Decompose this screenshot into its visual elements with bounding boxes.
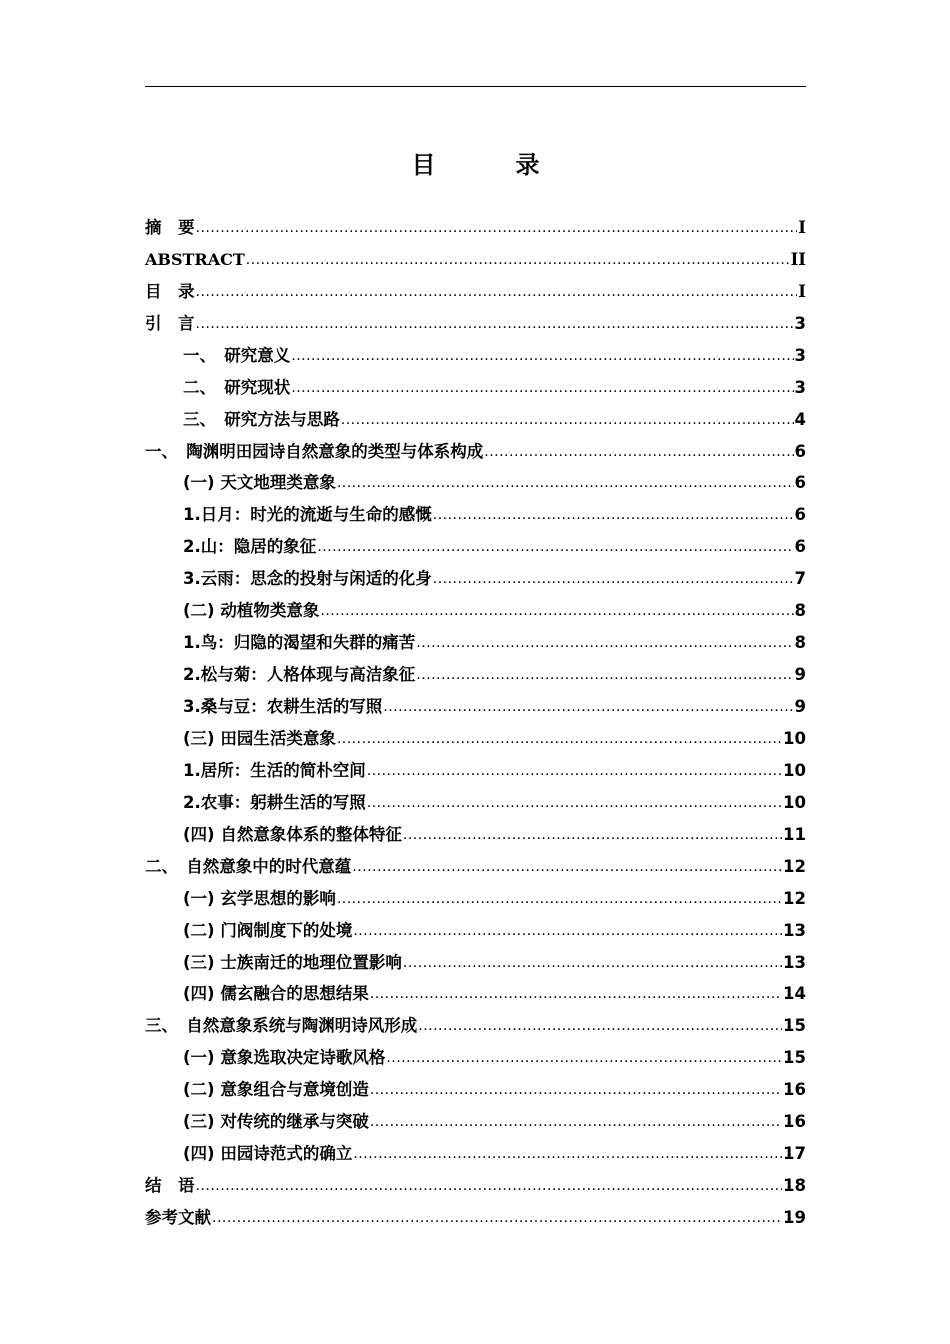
toc-entry-label: 1.日月：时光的流逝与生命的感慨 (183, 505, 432, 525)
toc-entry[interactable] (145, 525, 806, 557)
toc-entry[interactable] (145, 653, 806, 685)
toc-entry-page: 17 (783, 1144, 806, 1164)
toc-leader-dots (370, 1080, 782, 1100)
toc-entry[interactable] (145, 621, 806, 653)
toc-entry[interactable] (145, 493, 806, 525)
toc-entry-label: 3.云雨：思念的投射与闲适的化身 (183, 569, 432, 589)
toc-entry-label: 目 录 (145, 281, 195, 301)
toc-leader-dots (353, 1144, 782, 1164)
toc-leader-dots (386, 1048, 782, 1068)
table-of-contents (145, 206, 806, 1228)
toc-entry-page: II (790, 249, 806, 269)
toc-entry-label: 2.松与菊：人格体现与高洁象征 (183, 665, 416, 685)
toc-leader-dots (367, 761, 782, 781)
toc-entry-label: (三) 士族南迁的地理位置影响 (183, 952, 402, 972)
toc-entry[interactable] (145, 1164, 806, 1196)
toc-entry-label: 3.桑与豆：农耕生活的写照 (183, 697, 383, 716)
toc-entry-label: 2.山：隐居的象征 (183, 537, 317, 557)
toc-entry-label: 结 语 (145, 1176, 195, 1196)
toc-entry[interactable] (145, 909, 806, 941)
toc-entry[interactable] (145, 973, 806, 1005)
toc-entry-label: 二、 研究现状 (183, 377, 291, 397)
toc-entry-label: (二) 门阀制度下的处境 (183, 920, 353, 940)
toc-entry-page: 9 (794, 665, 806, 685)
toc-entry[interactable] (145, 717, 806, 749)
toc-entry-page: 12 (783, 856, 806, 876)
toc-entry-label: (二) 意象组合与意境创造 (183, 1080, 369, 1100)
toc-entry[interactable] (145, 589, 806, 621)
toc-entry-label: 引 言 (145, 313, 195, 333)
toc-leader-dots (337, 473, 794, 493)
toc-leader-dots (370, 984, 782, 1004)
toc-leader-dots (212, 1208, 782, 1228)
toc-entry-label: 摘 要 (145, 217, 195, 237)
toc-entry[interactable] (145, 781, 806, 813)
toc-entry-page: 15 (783, 1048, 806, 1068)
toc-entry-page: 10 (783, 760, 806, 780)
toc-entry-page: 6 (794, 473, 806, 493)
toc-entry-label: (三) 田园生活类意象 (183, 728, 336, 748)
toc-entry[interactable] (145, 941, 806, 973)
toc-leader-dots (320, 601, 793, 621)
toc-entry-page: 16 (783, 1080, 806, 1100)
toc-leader-dots (352, 857, 782, 877)
toc-entry[interactable] (145, 206, 806, 238)
toc-entry-label: 一、 研究意义 (183, 345, 291, 365)
toc-leader-dots (367, 793, 782, 813)
toc-entry[interactable] (145, 557, 806, 589)
toc-entry-label: (四) 田园诗范式的确立 (183, 1144, 353, 1164)
toc-entry[interactable] (145, 366, 806, 398)
toc-entry-page: 19 (783, 1208, 806, 1227)
toc-leader-dots (416, 633, 793, 653)
toc-entry[interactable] (145, 813, 806, 845)
toc-entry[interactable] (145, 302, 806, 334)
toc-entry-page: 8 (794, 601, 806, 621)
toc-entry[interactable] (145, 685, 806, 717)
toc-leader-dots (196, 218, 798, 238)
toc-leader-dots (337, 729, 782, 749)
toc-entry-page: 16 (783, 1112, 806, 1132)
toc-entry[interactable] (145, 749, 806, 781)
toc-entry-page: 12 (783, 888, 806, 908)
toc-entry[interactable] (145, 1036, 806, 1068)
toc-entry[interactable] (145, 1068, 806, 1100)
toc-entry-page: 3 (794, 313, 806, 333)
toc-entry-page: 6 (794, 505, 806, 525)
toc-entry[interactable] (145, 877, 806, 909)
toc-entry-label: 参考文献 (145, 1208, 211, 1227)
toc-leader-dots (196, 282, 798, 302)
toc-entry-label: 三、 自然意象系统与陶渊明诗风形成 (145, 1016, 418, 1036)
toc-leader-dots (246, 250, 790, 270)
toc-entry[interactable] (145, 1132, 806, 1164)
toc-entry-label: (三) 对传统的继承与突破 (183, 1112, 369, 1132)
toc-entry-label: (一) 意象选取决定诗歌风格 (183, 1048, 386, 1068)
toc-entry[interactable] (145, 462, 806, 494)
toc-entry-label: 一、 陶渊明田园诗自然意象的类型与体系构成 (145, 441, 484, 461)
toc-entry-page: 13 (783, 952, 806, 972)
toc-entry-label: 2.农事：躬耕生活的写照 (183, 792, 366, 812)
toc-entry-page: 14 (783, 984, 806, 1004)
toc-entry-label: (一) 玄学思想的影响 (183, 888, 336, 908)
toc-leader-dots (418, 1016, 782, 1036)
page-title: 目 录 (411, 151, 568, 179)
toc-entry[interactable] (145, 1100, 806, 1132)
toc-entry-label: (四) 自然意象体系的整体特征 (183, 824, 402, 844)
toc-entry[interactable] (145, 1196, 806, 1228)
toc-leader-dots (341, 410, 794, 430)
toc-entry-page: 4 (794, 409, 806, 429)
toc-entry-page: 9 (794, 697, 806, 716)
toc-entry-page: 10 (783, 728, 806, 748)
toc-leader-dots (403, 825, 782, 845)
toc-entry[interactable] (145, 845, 806, 877)
toc-entry[interactable] (145, 334, 806, 366)
toc-entry-page: 11 (783, 824, 806, 844)
toc-entry-page: 6 (794, 537, 806, 557)
toc-entry-label: (一) 天文地理类意象 (183, 473, 336, 493)
toc-leader-dots (353, 921, 782, 941)
toc-leader-dots (196, 1176, 783, 1196)
toc-entry-page: 3 (794, 345, 806, 365)
toc-leader-dots (383, 697, 793, 717)
toc-entry-page: 7 (794, 569, 806, 589)
toc-entry-page: I (798, 217, 806, 237)
toc-leader-dots (433, 505, 794, 525)
toc-entry-label: ABSTRACT (145, 249, 245, 269)
toc-entry[interactable] (145, 430, 806, 462)
toc-leader-dots (317, 537, 793, 557)
toc-leader-dots (291, 378, 793, 398)
toc-entry-page: I (798, 281, 806, 301)
toc-leader-dots (484, 442, 793, 462)
toc-leader-dots (416, 665, 793, 685)
toc-entry-page: 18 (783, 1176, 806, 1196)
toc-entry-label: (四) 儒玄融合的思想结果 (183, 984, 369, 1004)
toc-entry-label: (二) 动植物类意象 (183, 601, 320, 621)
toc-leader-dots (433, 569, 794, 589)
toc-entry[interactable] (145, 1004, 806, 1036)
toc-leader-dots (337, 889, 782, 909)
toc-entry-page: 10 (783, 792, 806, 812)
toc-entry-page: 3 (794, 377, 806, 397)
toc-entry[interactable] (145, 238, 806, 270)
toc-leader-dots (370, 1112, 782, 1132)
toc-entry-label: 三、 研究方法与思路 (183, 409, 340, 429)
toc-entry-label: 1.居所：生活的简朴空间 (183, 760, 366, 780)
toc-entry[interactable] (145, 398, 806, 430)
toc-entry-page: 15 (783, 1016, 806, 1036)
toc-entry-page: 6 (794, 441, 806, 461)
toc-entry-page: 8 (794, 633, 806, 653)
toc-leader-dots (196, 314, 794, 334)
header-rule (145, 86, 806, 87)
toc-entry-label: 二、 自然意象中的时代意蕴 (145, 856, 352, 876)
toc-entry-label: 1.鸟：归隐的渴望和失群的痛苦 (183, 633, 416, 653)
toc-entry[interactable] (145, 270, 806, 302)
toc-leader-dots (291, 346, 793, 366)
toc-leader-dots (403, 953, 782, 973)
toc-entry-page: 13 (783, 920, 806, 940)
